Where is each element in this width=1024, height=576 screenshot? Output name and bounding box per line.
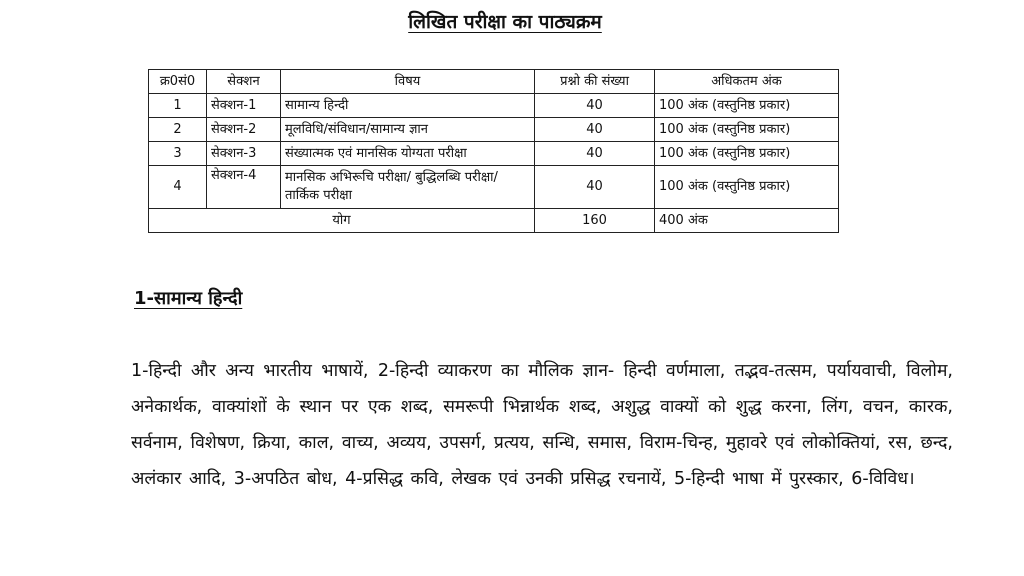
cell-subject: मानसिक अभिरूचि परीक्षा/ बुद्धिलब्धि परीक्षा/ तार्किक परीक्षा (281, 166, 535, 209)
cell-question-count: 40 (535, 94, 655, 118)
cell-section: सेक्शन-3 (207, 142, 281, 166)
header-section: सेक्शन (207, 70, 281, 94)
cell-serial-no: 1 (149, 94, 207, 118)
cell-subject: मूलविधि/संविधान/सामान्य ज्ञान (281, 118, 535, 142)
cell-max-marks: 100 अंक (वस्तुनिष्ठ प्रकार) (655, 94, 839, 118)
cell-serial-no: 4 (149, 166, 207, 209)
cell-total-max-marks: 400 अंक (655, 209, 839, 233)
cell-section: सेक्शन-4 (207, 166, 281, 209)
syllabus-table (148, 69, 839, 233)
cell-max-marks: 100 अंक (वस्तुनिष्ठ प्रकार) (655, 118, 839, 142)
table-header-row (149, 70, 839, 94)
cell-subject: सामान्य हिन्दी (281, 94, 535, 118)
header-serial-no: क्र0सं0 (149, 70, 207, 94)
cell-serial-no: 2 (149, 118, 207, 142)
cell-section: सेक्शन-2 (207, 118, 281, 142)
page-title (0, 8, 1010, 34)
header-max-marks: अधिकतम अंक (655, 70, 839, 94)
cell-total-questions: 160 (535, 209, 655, 233)
section-heading: 1-सामान्य हिन्दी (134, 288, 243, 309)
cell-question-count: 40 (535, 118, 655, 142)
header-question-count: प्रश्नो की संख्या (535, 70, 655, 94)
table-row (149, 118, 839, 142)
cell-subject: संख्यात्मक एवं मानसिक योग्यता परीक्षा (281, 142, 535, 166)
cell-section: सेक्शन-1 (207, 94, 281, 118)
cell-total-label: योग (149, 209, 535, 233)
table-row (149, 94, 839, 118)
header-subject: विषय (281, 70, 535, 94)
table-total-row (149, 209, 839, 233)
cell-max-marks: 100 अंक (वस्तुनिष्ठ प्रकार) (655, 142, 839, 166)
table-row (149, 142, 839, 166)
table-row (149, 166, 839, 209)
cell-question-count: 40 (535, 166, 655, 209)
section-body-text: 1-हिन्दी और अन्य भारतीय भाषायें, 2-हिन्दी व्याकरण का मौलिक ज्ञान- हिन्दी वर्णमाला, तद्भव-तत्सम, पर्यायवाची, विलोम, अनेकार्थक, वाक्यांशों के स्थान पर एक शब्द, समरूपी भिन्नार्थक शब्द, अशुद्ध वाक्यों को शुद्ध करना, लिंग, वचन, कारक, सर्वनाम, विशेषण, क्रिया, काल, वाच्य, अव्यय, उपसर्ग, प्रत्यय, सन्धि, समास, विराम-चिन्ह, मुहावरे एवं लोकोक्तियां, रस, छन्द, अलंकार आदि, 3-अपठित बोध, 4-प्रसिद्ध कवि, लेखक एवं उनकी प्रसिद्ध रचनायें, 5-हिन्दी भाषा में पुरस्कार, 6-विविध। (131, 360, 953, 489)
cell-serial-no: 3 (149, 142, 207, 166)
cell-question-count: 40 (535, 142, 655, 166)
page-title-text: लिखित परीक्षा का पाठ्यक्रम (408, 11, 602, 33)
cell-max-marks: 100 अंक (वस्तुनिष्ठ प्रकार) (655, 166, 839, 209)
